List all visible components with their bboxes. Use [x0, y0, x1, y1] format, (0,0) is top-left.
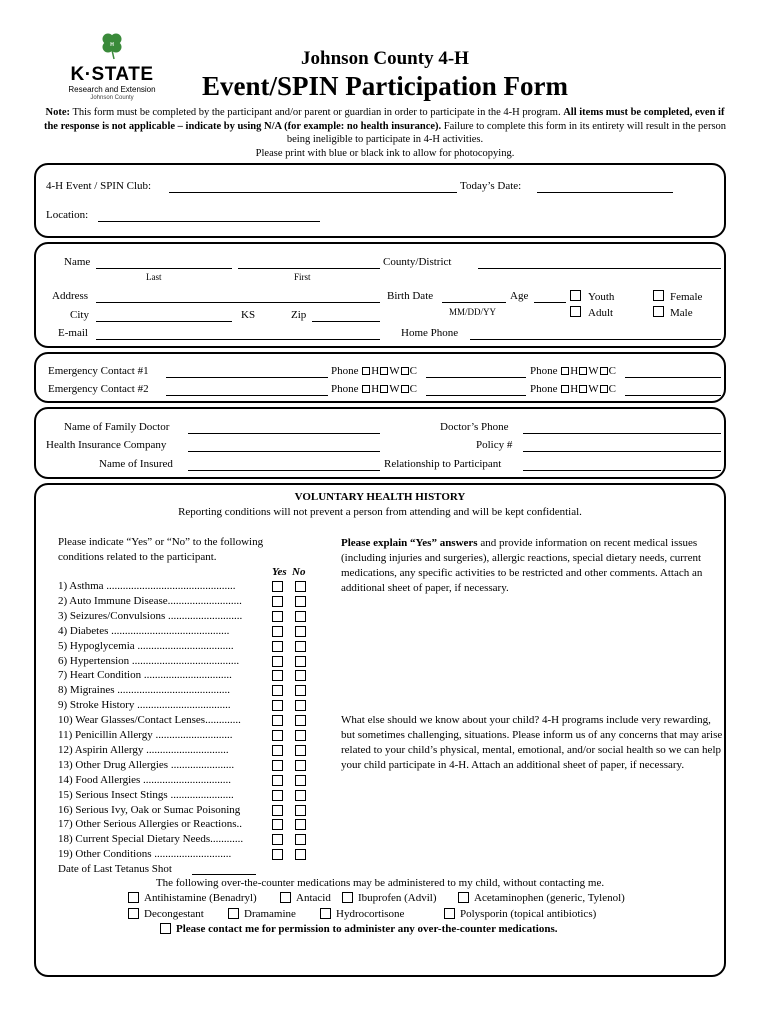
- age-label: Age: [510, 290, 529, 302]
- emergency-section: [34, 352, 726, 403]
- ibuprofen-checkbox[interactable]: [342, 892, 353, 903]
- condition-yes-checkbox[interactable]: [272, 819, 283, 830]
- note-bold: All items must be completed, even if the response is not applicable – indicate by using N/A (for example: no health insurance).: [43, 107, 725, 132]
- home-phone-field[interactable]: [470, 339, 721, 340]
- club-label: 4-H Event / SPIN Club:: [46, 180, 152, 192]
- antacid-checkbox[interactable]: [280, 892, 291, 903]
- family-doctor-label: Name of Family Doctor: [64, 421, 170, 433]
- condition-no-checkbox[interactable]: [295, 730, 306, 741]
- youth-label: Youth: [588, 291, 615, 303]
- address-field[interactable]: [96, 302, 380, 303]
- condition-no-checkbox[interactable]: [295, 760, 306, 771]
- logo-subtitle: Research and Extension: [68, 85, 156, 94]
- county-label: County/District: [383, 256, 452, 268]
- condition-yes-checkbox[interactable]: [272, 656, 283, 667]
- hydrocortisone-label: Hydrocortisone: [336, 908, 405, 920]
- condition-label: 11) Penicillin Allergy ............................: [58, 729, 233, 741]
- date-label: Today’s Date:: [460, 180, 522, 192]
- dramamine-label: Dramamine: [244, 908, 296, 920]
- event-section: [34, 163, 726, 238]
- insured-label: Name of Insured: [99, 458, 173, 470]
- health-title: VOLUNTARY HEALTH HISTORY: [294, 491, 466, 503]
- condition-label: 2) Auto Immune Disease...........................: [58, 594, 242, 607]
- work-checkbox[interactable]: [380, 367, 388, 375]
- condition-yes-checkbox[interactable]: [272, 760, 283, 771]
- condition-yes-checkbox[interactable]: [272, 730, 283, 741]
- work-checkbox[interactable]: [579, 385, 587, 393]
- insurance-field[interactable]: [188, 451, 380, 452]
- condition-yes-checkbox[interactable]: [272, 805, 283, 816]
- condition-yes-checkbox[interactable]: [272, 715, 283, 726]
- condition-yes-checkbox[interactable]: [272, 700, 283, 711]
- condition-label: 4) Diabetes ...........................................: [58, 624, 230, 637]
- condition-yes-checkbox[interactable]: [272, 685, 283, 696]
- condition-no-checkbox[interactable]: [295, 670, 306, 681]
- cell-checkbox[interactable]: [401, 367, 409, 375]
- insurance-label: Health Insurance Company: [46, 439, 167, 451]
- condition-no-checkbox[interactable]: [295, 805, 306, 816]
- state-label: KS: [241, 309, 256, 321]
- emergency-contact-1-label: Emergency Contact #1: [48, 365, 149, 377]
- note-text-2: Failure to complete this form in its entirety will result in the person being ineligible to participate in 4-H activities.: [286, 120, 727, 145]
- insured-field[interactable]: [188, 470, 380, 471]
- condition-yes-checkbox[interactable]: [272, 611, 283, 622]
- explain-text: and provide information on recent medical issues (including injuries and surgeries), allergic reactions, special dietary needs, current medications, any specific activities to be restricted and other comments. Attach an additional sheet of paper, if necessary.: [341, 537, 703, 594]
- condition-label: 10) Wear Glasses/Contact Lenses.............: [58, 714, 241, 727]
- condition-no-checkbox[interactable]: [295, 790, 306, 801]
- condition-no-checkbox[interactable]: [295, 596, 306, 607]
- email-label: E-mail: [58, 327, 88, 339]
- home-checkbox[interactable]: [561, 367, 569, 375]
- address-label: Address: [52, 290, 89, 302]
- birth-date-label: Birth Date: [387, 290, 434, 302]
- county-field[interactable]: [478, 268, 721, 269]
- form-note: [40, 106, 730, 160]
- antacid-label: Antacid: [296, 892, 331, 904]
- polysporin-checkbox[interactable]: [444, 908, 455, 919]
- condition-yes-checkbox[interactable]: [272, 775, 283, 786]
- home-phone-label: Home Phone: [401, 327, 459, 339]
- decongestant-checkbox[interactable]: [128, 908, 139, 919]
- male-checkbox[interactable]: [653, 306, 664, 317]
- indicate-text-1: Please indicate “Yes” or “No” to the following: [58, 536, 264, 548]
- condition-label: 14) Food Allergies ................................: [58, 773, 232, 786]
- condition-no-checkbox[interactable]: [295, 685, 306, 696]
- family-doctor-field[interactable]: [188, 433, 380, 434]
- policy-label: Policy #: [476, 439, 513, 451]
- phone-2a-field[interactable]: [426, 395, 526, 396]
- male-label: Male: [670, 307, 693, 319]
- youth-checkbox[interactable]: [570, 290, 581, 301]
- city-label: City: [70, 309, 89, 321]
- home-checkbox[interactable]: [362, 367, 370, 375]
- hydrocortisone-checkbox[interactable]: [320, 908, 331, 919]
- work-checkbox[interactable]: [579, 367, 587, 375]
- dramamine-checkbox[interactable]: [228, 908, 239, 919]
- home-checkbox[interactable]: [561, 385, 569, 393]
- note-text: This form must be completed by the participant and/or parent or guardian in order to participate in the 4-H program.: [70, 107, 564, 118]
- acetaminophen-checkbox[interactable]: [458, 892, 469, 903]
- yes-header: Yes: [272, 566, 287, 578]
- last-caption: Last: [146, 272, 162, 282]
- date-field[interactable]: [537, 192, 673, 193]
- page-title: Event/SPIN Participation Form: [202, 71, 568, 101]
- first-caption: First: [294, 272, 311, 282]
- condition-label: 7) Heart Condition ................................: [58, 669, 232, 682]
- policy-field[interactable]: [523, 451, 721, 452]
- condition-yes-checkbox[interactable]: [272, 626, 283, 637]
- health-subtitle: Reporting conditions will not prevent a person from attending and will be kept confidential.: [178, 506, 582, 518]
- antihistamine-checkbox[interactable]: [128, 892, 139, 903]
- age-field[interactable]: [534, 302, 566, 303]
- note-label: Note:: [45, 107, 71, 118]
- contact-me-label: Please contact me for permission to administer any over-the-counter medications.: [176, 923, 558, 935]
- svg-text:H: H: [110, 42, 114, 48]
- relationship-field[interactable]: [523, 470, 721, 471]
- no-header: No: [292, 566, 306, 578]
- condition-no-checkbox[interactable]: [295, 715, 306, 726]
- condition-yes-checkbox[interactable]: [272, 596, 283, 607]
- otc-intro: The following over-the-counter medications may be administered to my child, without contacting me.: [155, 877, 605, 889]
- cell-checkbox[interactable]: [401, 385, 409, 393]
- explain-paragraph: [341, 536, 723, 596]
- phone-1a: Phone H W C: [331, 365, 417, 377]
- note-print: Please print with blue or black ink to allow for photocopying.: [255, 147, 515, 159]
- explain-bold: Please explain “Yes” answers: [341, 537, 478, 549]
- home-checkbox[interactable]: [362, 385, 370, 393]
- logo-brand: K·STATE: [70, 64, 154, 85]
- phone-1b-field[interactable]: [625, 377, 721, 378]
- last-name-field[interactable]: [96, 268, 232, 269]
- what-else-paragraph: What else should we know about your child? 4-H programs include very rewarding, but sometimes challenging, situations. Please inform us of any concerns that may arise related to your child’s physical, mental, emotional, and/or social health so we can help your child participate in 4-H. Attach an additional sheet of paper, if necessary.: [341, 714, 723, 771]
- condition-no-checkbox[interactable]: [295, 775, 306, 786]
- condition-label: 15) Serious Insect Stings .......................: [58, 788, 234, 801]
- condition-no-checkbox[interactable]: [295, 700, 306, 711]
- condition-label: 5) Hypoglycemia ...................................: [58, 639, 234, 652]
- city-field[interactable]: [96, 321, 232, 322]
- phone-1a-field[interactable]: [426, 377, 526, 378]
- condition-yes-checkbox[interactable]: [272, 745, 283, 756]
- zip-label: Zip: [291, 309, 307, 321]
- first-name-field[interactable]: [238, 268, 380, 269]
- condition-no-checkbox[interactable]: [295, 834, 306, 845]
- health-section: [34, 483, 726, 977]
- condition-label: 12) Aspirin Allergy ..............................: [58, 743, 229, 756]
- condition-yes-checkbox[interactable]: [272, 670, 283, 681]
- zip-field[interactable]: [312, 321, 380, 322]
- condition-yes-checkbox[interactable]: [272, 581, 283, 592]
- condition-label: 16) Serious Ivy, Oak or Sumac Poisoning: [58, 803, 241, 816]
- condition-label: 19) Other Conditions ............................: [58, 848, 232, 861]
- condition-no-checkbox[interactable]: [295, 745, 306, 756]
- location-field[interactable]: [98, 221, 320, 222]
- condition-yes-checkbox[interactable]: [272, 641, 283, 652]
- location-label: Location:: [46, 209, 89, 221]
- condition-no-checkbox[interactable]: [295, 611, 306, 622]
- name-label: Name: [64, 256, 91, 268]
- email-field[interactable]: [96, 339, 380, 340]
- condition-yes-checkbox[interactable]: [272, 849, 283, 860]
- female-checkbox[interactable]: [653, 290, 664, 301]
- club-field[interactable]: [169, 192, 457, 193]
- work-checkbox[interactable]: [380, 385, 388, 393]
- condition-yes-checkbox[interactable]: [272, 834, 283, 845]
- acetaminophen-label: Acetaminophen (generic, Tylenol): [474, 892, 625, 904]
- phone-2b: Phone H W C: [530, 383, 616, 395]
- emergency-contact-1-field[interactable]: [166, 377, 328, 378]
- relationship-label: Relationship to Participant: [384, 458, 502, 470]
- polysporin-label: Polysporin (topical antibiotics): [460, 908, 597, 920]
- condition-yes-checkbox[interactable]: [272, 790, 283, 801]
- contact-me-checkbox[interactable]: [160, 923, 171, 934]
- condition-label: 13) Other Drug Allergies .......................: [58, 758, 235, 771]
- antihistamine-label: Antihistamine (Benadryl): [144, 892, 257, 904]
- cell-checkbox[interactable]: [600, 367, 608, 375]
- ibuprofen-label: Ibuprofen (Advil): [358, 892, 437, 904]
- condition-label: 17) Other Serious Allergies or Reactions..: [58, 818, 243, 831]
- condition-label: 1) Asthma ...............................................: [58, 580, 236, 592]
- phone-1b: Phone H W C: [530, 365, 616, 377]
- decongestant-label: Decongestant: [144, 908, 204, 920]
- adult-checkbox[interactable]: [570, 306, 581, 317]
- tetanus-label: Date of Last Tetanus Shot: [58, 863, 172, 875]
- condition-no-checkbox[interactable]: [295, 641, 306, 652]
- logo-county: Johnson County: [90, 95, 134, 101]
- adult-label: Adult: [588, 307, 614, 319]
- condition-no-checkbox[interactable]: [295, 819, 306, 830]
- personal-section: [34, 242, 726, 348]
- doctor-phone-field[interactable]: [523, 433, 721, 434]
- condition-no-checkbox[interactable]: [295, 626, 306, 637]
- doctor-section: [34, 407, 726, 479]
- phone-2b-field[interactable]: [625, 395, 721, 396]
- condition-no-checkbox[interactable]: [295, 849, 306, 860]
- date-format-caption: MM/DD/YY: [449, 307, 497, 317]
- emergency-contact-2-field[interactable]: [166, 395, 328, 396]
- doctor-phone-label: Doctor’s Phone: [440, 421, 509, 433]
- birth-date-field[interactable]: [442, 302, 506, 303]
- female-label: Female: [670, 291, 703, 303]
- condition-label: 18) Current Special Dietary Needs............: [58, 833, 244, 846]
- title-county: Johnson County 4-H: [301, 48, 469, 69]
- condition-label: 8) Migraines .........................................: [58, 684, 231, 697]
- condition-label: 6) Hypertension .......................................: [58, 654, 240, 667]
- indicate-text-2: conditions related to the participant.: [58, 551, 217, 563]
- condition-label: 9) Stroke History ..................................: [58, 699, 231, 712]
- condition-no-checkbox[interactable]: [295, 656, 306, 667]
- cell-checkbox[interactable]: [600, 385, 608, 393]
- emergency-contact-2-label: Emergency Contact #2: [48, 383, 149, 395]
- phone-2a: Phone H W C: [331, 383, 417, 395]
- tetanus-field[interactable]: [192, 874, 256, 875]
- condition-label: 3) Seizures/Convulsions ...........................: [58, 609, 243, 622]
- condition-no-checkbox[interactable]: [295, 581, 306, 592]
